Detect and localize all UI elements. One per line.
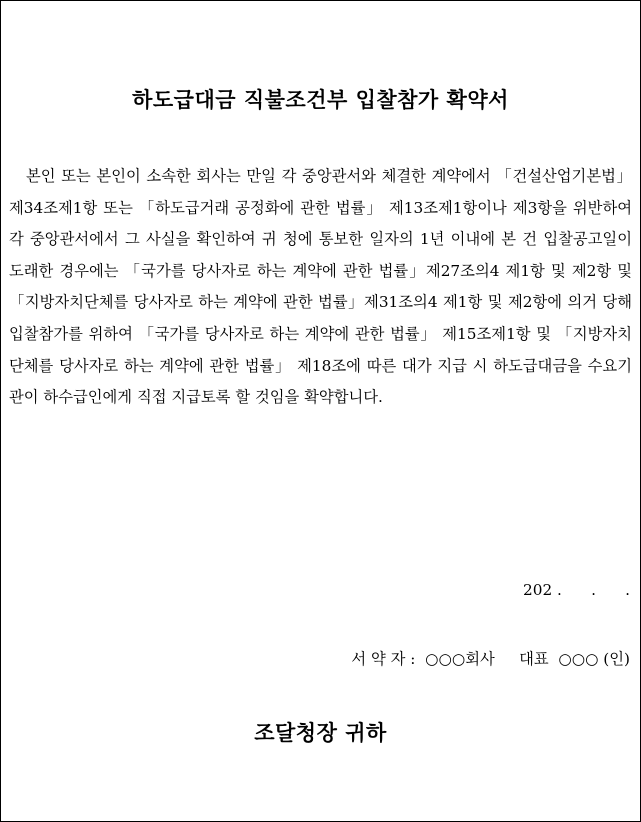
pledge-body-text: 본인 또는 본인이 소속한 회사는 만일 각 중앙관서와 체결한 계약에서 「건설산업기본법」제34조제1항 또는 「하도급거래 공정화에 관한 법률」 제13조제1항이나 제3항을 위반하여 각 중앙관서에서 그 사실을 확인하여 귀 청에 통보한 일자의 1년 이내에 본 건 입찰공고일이 도래한 경우에는 「국가를 당사자로 하는 계약에 관한 법률」제27조의4 제1항 및 제2항 및 「지방자치단체를 당사자로 하는 계약에 관한 법률」제31조의4 제1항 및 제2항에 의거 당해 입찰참가를 위하여 「국가를 당사자로 하는 계약에 관한 법률」 제15조제1항 및 「지방자치단체를 당사자로 하는 계약에 관한 법률」 제18조에 따른 대가 지급 시 하도급대금을 수요기관이 하수급인에게 직접 지급토록 할 것임을 확약합니다. — [9, 167, 632, 407]
date-line: 202 . . . — [523, 581, 630, 599]
document-title: 하도급대금 직불조건부 입찰참가 확약서 — [132, 87, 509, 112]
signer-line: 서 약 자 : ○○○회사 대표 ○○○ (인) — [351, 650, 630, 668]
recipient-line: 조달청장 귀하 — [254, 720, 387, 745]
